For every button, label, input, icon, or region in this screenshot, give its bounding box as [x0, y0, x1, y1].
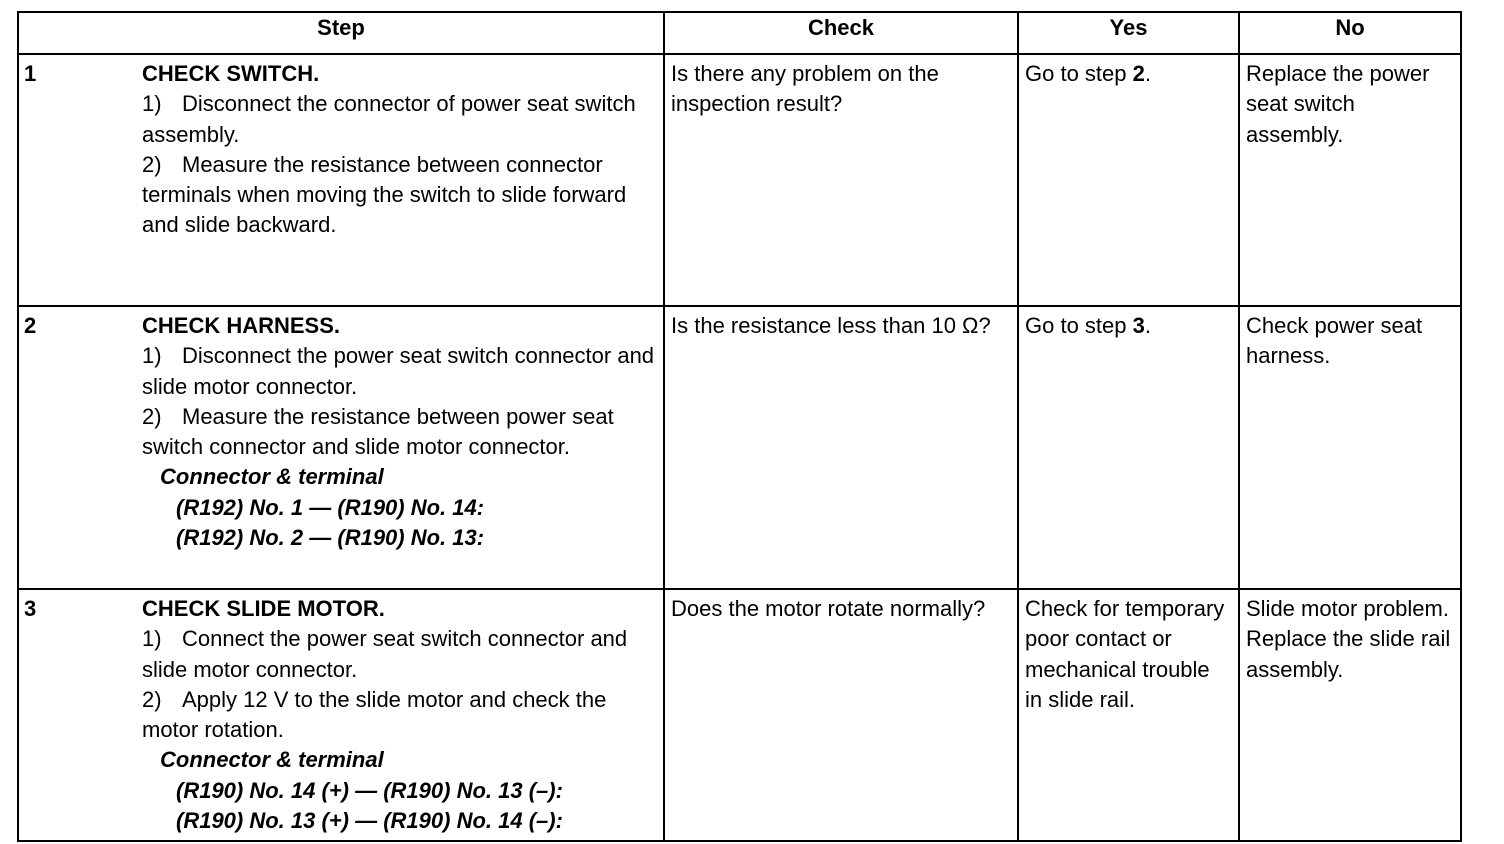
yes-cell	[1018, 306, 1239, 589]
header-row	[18, 12, 1461, 54]
connector-terminal-line: (R192) No. 1 — (R190) No. 14:	[176, 494, 485, 520]
diagnostic-table	[17, 11, 1462, 842]
substep-number: 1)	[142, 626, 162, 652]
step-title: CHECK SLIDE MOTOR.	[142, 596, 385, 621]
step-number: 1	[24, 61, 37, 86]
yes-prefix: Go to step	[1025, 61, 1133, 86]
substep-number: 1)	[142, 91, 162, 117]
substep-number: 1)	[142, 343, 162, 369]
yes-suffix: .	[1144, 313, 1151, 338]
no-cell: Check power seat harness.	[1239, 306, 1461, 589]
substep-number: 2)	[142, 686, 162, 712]
step-number: 3	[24, 596, 37, 621]
check-cell: Is there any problem on the inspection result?	[664, 54, 1018, 306]
yes-suffix: .	[1144, 61, 1151, 86]
step-cell	[18, 54, 664, 306]
yes-cell: Check for temporary poor contact or mechanical trouble in slide rail.	[1018, 589, 1239, 841]
table-row	[18, 306, 1461, 589]
substep-text: Measure the resistance between connector terminals when moving the switch to slide forward and slide backward.	[142, 151, 627, 238]
connector-terminal-line: (R192) No. 2 — (R190) No. 13:	[176, 525, 485, 551]
step-cell	[18, 306, 664, 589]
check-cell: Does the motor rotate normally?	[664, 589, 1018, 841]
connector-terminal-line: (R190) No. 13 (+) — (R190) No. 14 (–):	[176, 808, 563, 834]
substep	[142, 624, 657, 685]
check-cell: Is the resistance less than 10 Ω?	[664, 306, 1018, 589]
substep	[142, 89, 657, 150]
table-row	[18, 54, 1461, 306]
step-cell	[18, 589, 664, 841]
substep-number: 2)	[142, 151, 162, 177]
step-title: CHECK HARNESS.	[142, 313, 341, 338]
connector-terminal-heading: Connector & terminal	[160, 464, 384, 490]
substep-text: Disconnect the connector of power seat switch assembly.	[142, 91, 636, 147]
substep-text: Apply 12 V to the slide motor and check the motor rotation.	[142, 686, 607, 743]
substep-text: Measure the resistance between power seat switch connector and slide motor connector.	[142, 403, 614, 460]
header-check: Check	[664, 12, 1018, 54]
header-yes: Yes	[1018, 12, 1239, 54]
substep	[142, 402, 657, 463]
step-number: 2	[24, 313, 37, 338]
connector-terminal-line: (R190) No. 14 (+) — (R190) No. 13 (–):	[176, 777, 563, 803]
substep-number: 2)	[142, 403, 162, 429]
header-no: No	[1239, 12, 1461, 54]
substep	[142, 341, 657, 402]
substep	[142, 685, 657, 746]
step-title: CHECK SWITCH.	[142, 61, 320, 86]
substep-text: Disconnect the power seat switch connector and slide motor connector.	[142, 343, 655, 399]
no-cell: Replace the power seat switch assembly.	[1239, 54, 1461, 306]
substep	[142, 150, 657, 241]
no-cell: Slide motor problem. Replace the slide rail assembly.	[1239, 589, 1461, 841]
yes-cell	[1018, 54, 1239, 306]
yes-prefix: Go to step	[1025, 313, 1133, 338]
substep-text: Connect the power seat switch connector and slide motor connector.	[142, 626, 628, 682]
yes-step-ref: 3	[1132, 313, 1145, 338]
table-row	[18, 589, 1461, 841]
header-step: Step	[18, 12, 664, 54]
yes-step-ref: 2	[1132, 61, 1145, 86]
connector-terminal-heading: Connector & terminal	[160, 747, 384, 773]
